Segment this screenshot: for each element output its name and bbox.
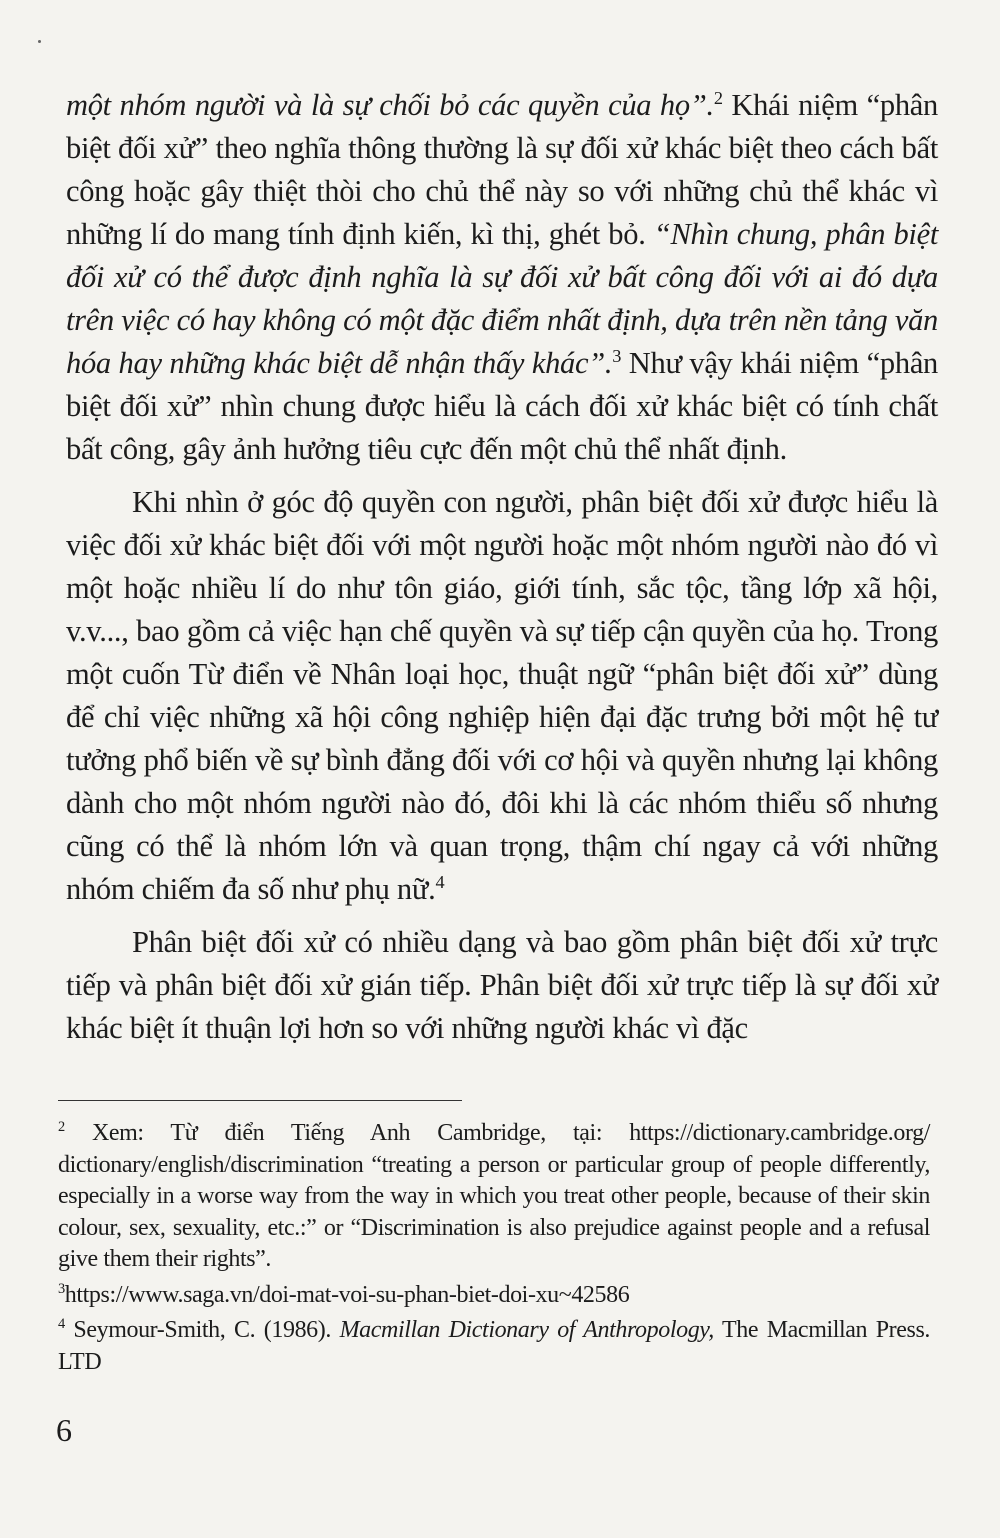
italic-lead: một nhóm người và là sự chối bỏ các quyền của họ”. (66, 88, 714, 122)
footnote-separator (58, 1100, 462, 1101)
footnote-4-number: 4 (58, 1316, 65, 1332)
paragraph-1-text-a: Khái niệm “phân biệt đối xử” theo nghĩa thông thường là sự đối xử khác biệt theo cách bất công hoặc gây thiệt thòi cho chủ thể này so với những chủ thể khác vì những lí do mang tính định kiến, kì thị, ghét bỏ. (66, 88, 938, 251)
paragraph-1-text-b: Như vậy khái niệm “phân biệt đối xử” nhìn chung được hiểu là cách đối xử khác biệt có tính chất bất công, gây ảnh hưởng tiêu cực đến một chủ thể nhất định. (66, 346, 939, 466)
footnote-ref-4: 4 (435, 871, 445, 892)
footnote-ref-3: 3 (612, 345, 622, 366)
paragraph-2-text: Khi nhìn ở góc độ quyền con người, phân biệt đối xử được hiểu là việc đối xử khác biệt đối với một người hoặc một nhóm người nào đó vì một hoặc nhiều lí do như tôn giáo, giới tính, sắc tộc, tầng lớp xã hội, v.v..., bao gồm cả việc hạn chế quyền và sự tiếp cận quyền của họ. Trong một cuốn Từ điển về Nhân loại học, thuật ngữ “phân biệt đối xử” dùng để chỉ việc những xã hội công nghiệp hiện đại đặc trưng bởi một hệ tư tưởng phổ biến về sự bình đẳng đối với cơ hội và quyền nhưng lại không dành cho một nhóm người nào đó, đôi khi là các nhóm thiểu số nhưng cũng có thể là nhóm lớn và quan trọng, thậm chí ngay cả với những nhóm chiếm đa số như phụ nữ. (66, 485, 938, 906)
paragraph-1 (66, 84, 938, 471)
paragraph-3-text: Phân biệt đối xử có nhiều dạng và bao gồm phân biệt đối xử trực tiếp và phân biệt đối xử gián tiếp. Phân biệt đối xử trực tiếp là sự đối xử khác biệt ít thuận lợi hơn so với những người khác vì đặc (66, 925, 938, 1045)
footnote-3 (58, 1280, 930, 1312)
page-number: 6 (56, 1412, 72, 1448)
footnotes (58, 1118, 930, 1382)
footnote-3-number: 3 (58, 1280, 65, 1297)
scan-speck (38, 40, 41, 43)
paragraph-3 (66, 921, 938, 1050)
footnote-4-text-b: The Macmillan Press. LTD (58, 1317, 931, 1375)
main-text (66, 84, 938, 1060)
footnote-2-text: Xem: Từ điển Tiếng Anh Cambridge, tại: https://dictionary.cambridge.org/ dictionary/english/discrimination “treating a person or particular group of people differently, especially in a worse way from the way in which you treat other people, because of their skin colour, sex, sexuality, etc.:” or “Discrimination is also prejudice against people and a refusal give them their rights”. (58, 1120, 930, 1272)
footnote-ref-2: 2 (713, 87, 723, 108)
footnote-2-number: 2 (58, 1119, 65, 1135)
footnote-3-text: https://www.saga.vn/doi-mat-voi-su-phan-biet-doi-xu~42586 (64, 1281, 630, 1308)
paragraph-2 (66, 481, 938, 911)
footnote-4 (58, 1315, 930, 1378)
footnote-4-title: Macmillan Dictionary of Anthropology, (339, 1317, 714, 1343)
italic-quote: “Nhìn chung, phân biệt đối xử có thể được định nghĩa là sự đối xử bất công đối với ai đó dựa trên việc có hay không có một đặc điểm nhất định, dựa trên nền tảng văn hóa hay những khác biệt dễ nhận thấy khác”. (66, 217, 939, 380)
footnote-4-text-a: Seymour-Smith, C. (1986). (64, 1317, 340, 1343)
footnote-2 (58, 1118, 930, 1276)
